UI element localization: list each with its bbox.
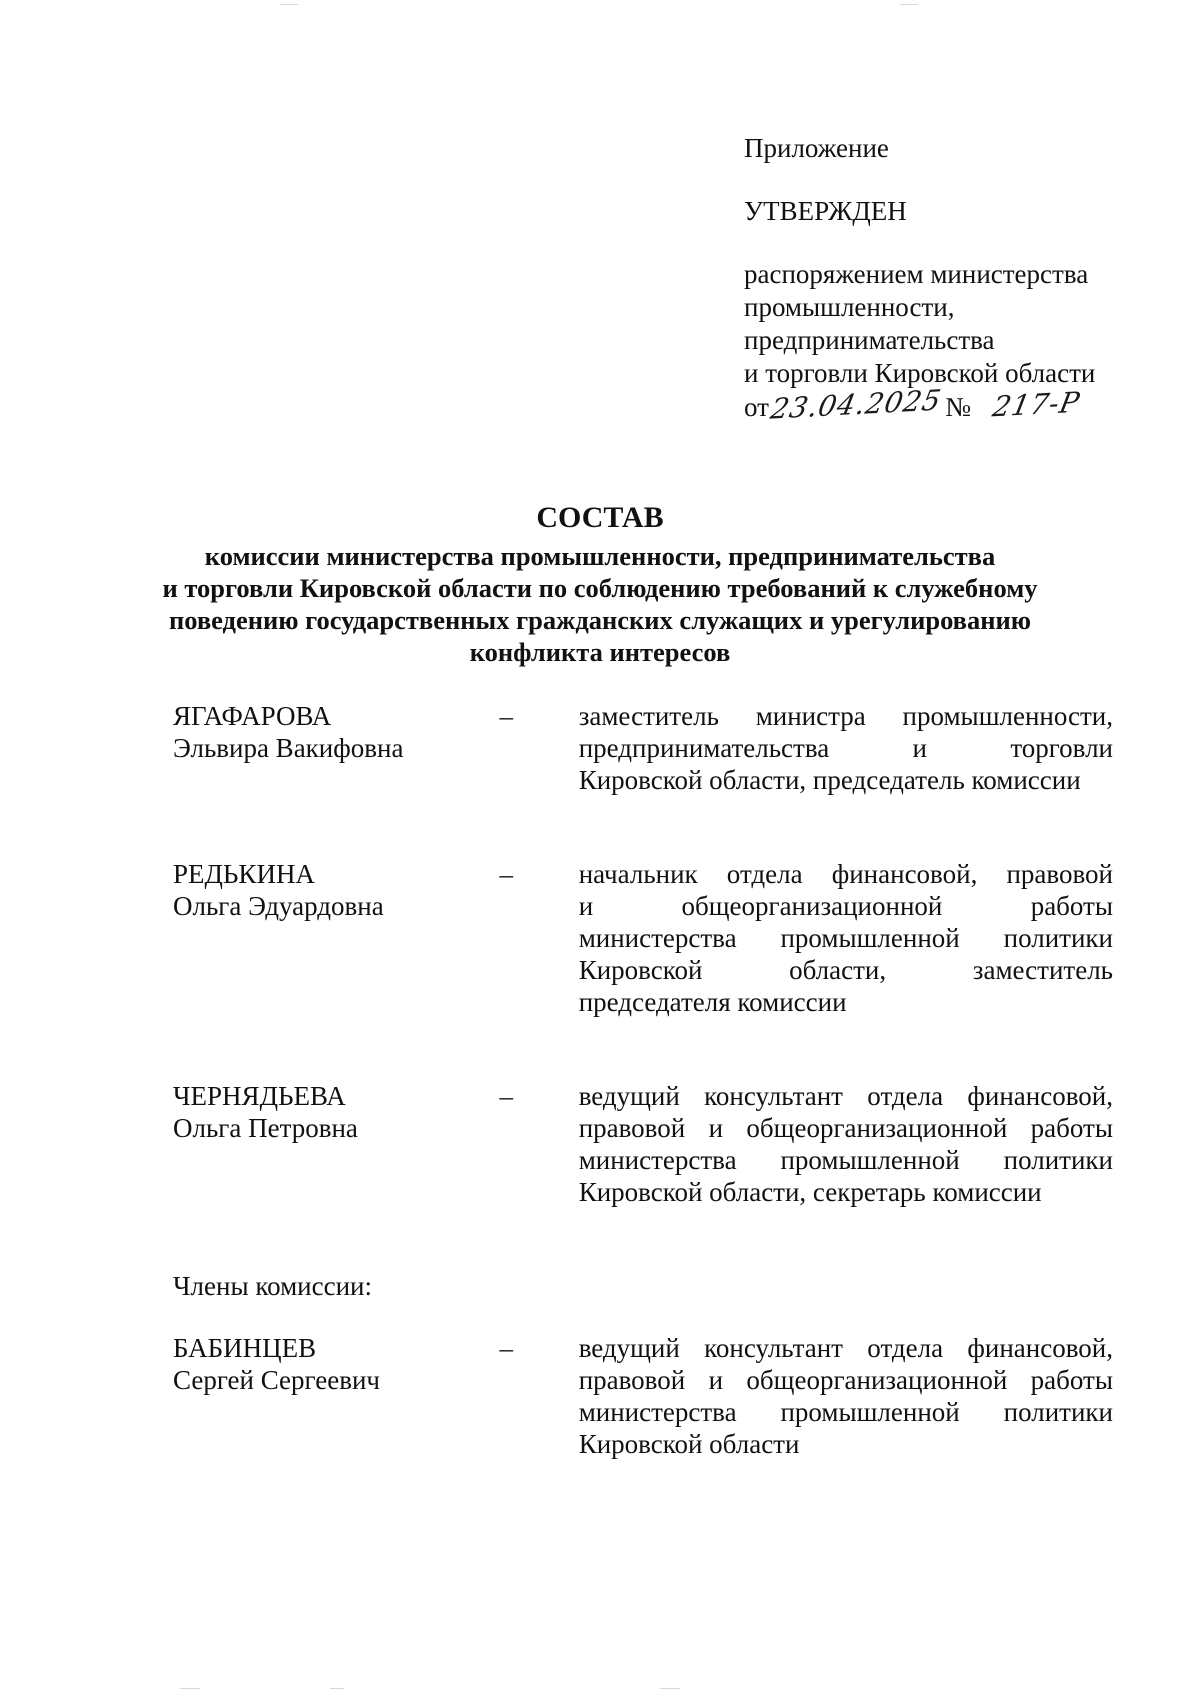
document-subtitle (130, 540, 1070, 668)
approval-block (744, 132, 1164, 424)
number-label: № (945, 392, 972, 422)
member-entry (173, 1080, 1113, 1208)
role-line: правовой и общеорганизационной работы (578, 1365, 1113, 1395)
role-line: министерства промышленной политики (578, 1145, 1113, 1175)
member-given-names: Эльвира Вакифовна (173, 733, 404, 763)
dash-separator: – (499, 1081, 514, 1111)
member-role (579, 1080, 1113, 1208)
member-entry (173, 1332, 1113, 1460)
member-name (173, 1080, 500, 1144)
role-line: Кировской области, председатель комиссии (578, 765, 1081, 795)
approved-label: УТВЕРЖДЕН (744, 196, 907, 226)
basis-line: и торговли Кировской области (744, 358, 1096, 388)
member-given-names: Сергей Сергеевич (173, 1365, 381, 1395)
subtitle-line: комиссии министерства промышленности, предпринимательства (204, 541, 996, 571)
role-line: ведущий консультант отдела финансовой, (578, 1333, 1113, 1363)
subtitle-line: конфликта интересов (469, 637, 731, 667)
member-surname: ЧЕРНЯДЬЕВА (173, 1081, 346, 1111)
role-line: министерства промышленной политики (578, 923, 1113, 953)
member-name (173, 1332, 500, 1396)
member-role (579, 858, 1113, 1018)
role-line: министерства промышленной политики (578, 1397, 1113, 1427)
scan-artifact (180, 1688, 200, 1689)
role-line: и общеорганизационной работы (578, 891, 1113, 921)
document-title-block (130, 500, 1070, 668)
role-line: начальник отдела финансовой, правовой (578, 859, 1113, 889)
handwritten-number: 217-Р (989, 385, 1083, 424)
member-surname: БАБИНЦЕВ (173, 1333, 317, 1363)
role-line: Кировской области, заместитель (578, 955, 1113, 985)
role-line: председателя комиссии (578, 987, 847, 1017)
handwritten-date: 23.04.2025 (767, 383, 945, 426)
appendix-label: Приложение (744, 133, 889, 163)
subtitle-line: поведению государственных гражданских служащих и урегулированию (168, 605, 1032, 635)
member-surname: РЕДЬКИНА (173, 859, 315, 889)
dash-separator: – (499, 1333, 514, 1363)
scan-artifact (660, 1688, 680, 1689)
dash-separator: – (499, 859, 514, 889)
document-title: СОСТАВ (536, 501, 664, 534)
member-given-names: Ольга Петровна (173, 1113, 358, 1143)
member-surname: ЯГАФАРОВА (173, 701, 332, 731)
basis-line: распоряжением министерства (744, 259, 1089, 289)
role-line: Кировской области (578, 1429, 800, 1459)
role-line: предпринимательства и торговли (578, 733, 1113, 763)
members-heading: Члены комиссии: (173, 1271, 372, 1301)
scan-artifact (900, 4, 918, 5)
member-entry (173, 858, 1113, 1018)
scan-artifact (330, 1688, 344, 1689)
member-given-names: Ольга Эдуардовна (173, 891, 384, 921)
member-name (173, 858, 500, 922)
subtitle-line: и торговли Кировской области по соблюдению требований к служебному (162, 573, 1038, 603)
role-line: заместитель министра промышленности, (578, 701, 1113, 731)
member-name (173, 700, 500, 764)
member-role (579, 1332, 1113, 1460)
role-line: Кировской области, секретарь комиссии (578, 1177, 1042, 1207)
scan-artifact (280, 4, 298, 5)
member-role (579, 700, 1113, 796)
registration-line (744, 383, 1164, 426)
member-entry (173, 700, 1113, 796)
role-line: ведущий консультант отдела финансовой, (578, 1081, 1113, 1111)
basis-line: промышленности, (744, 292, 955, 322)
approval-basis (744, 258, 1164, 390)
dash-separator: – (499, 701, 514, 731)
role-line: правовой и общеорганизационной работы (578, 1113, 1113, 1143)
members-list (173, 700, 1113, 1460)
basis-line: предпринимательства (744, 325, 995, 355)
from-label: от (744, 392, 769, 422)
